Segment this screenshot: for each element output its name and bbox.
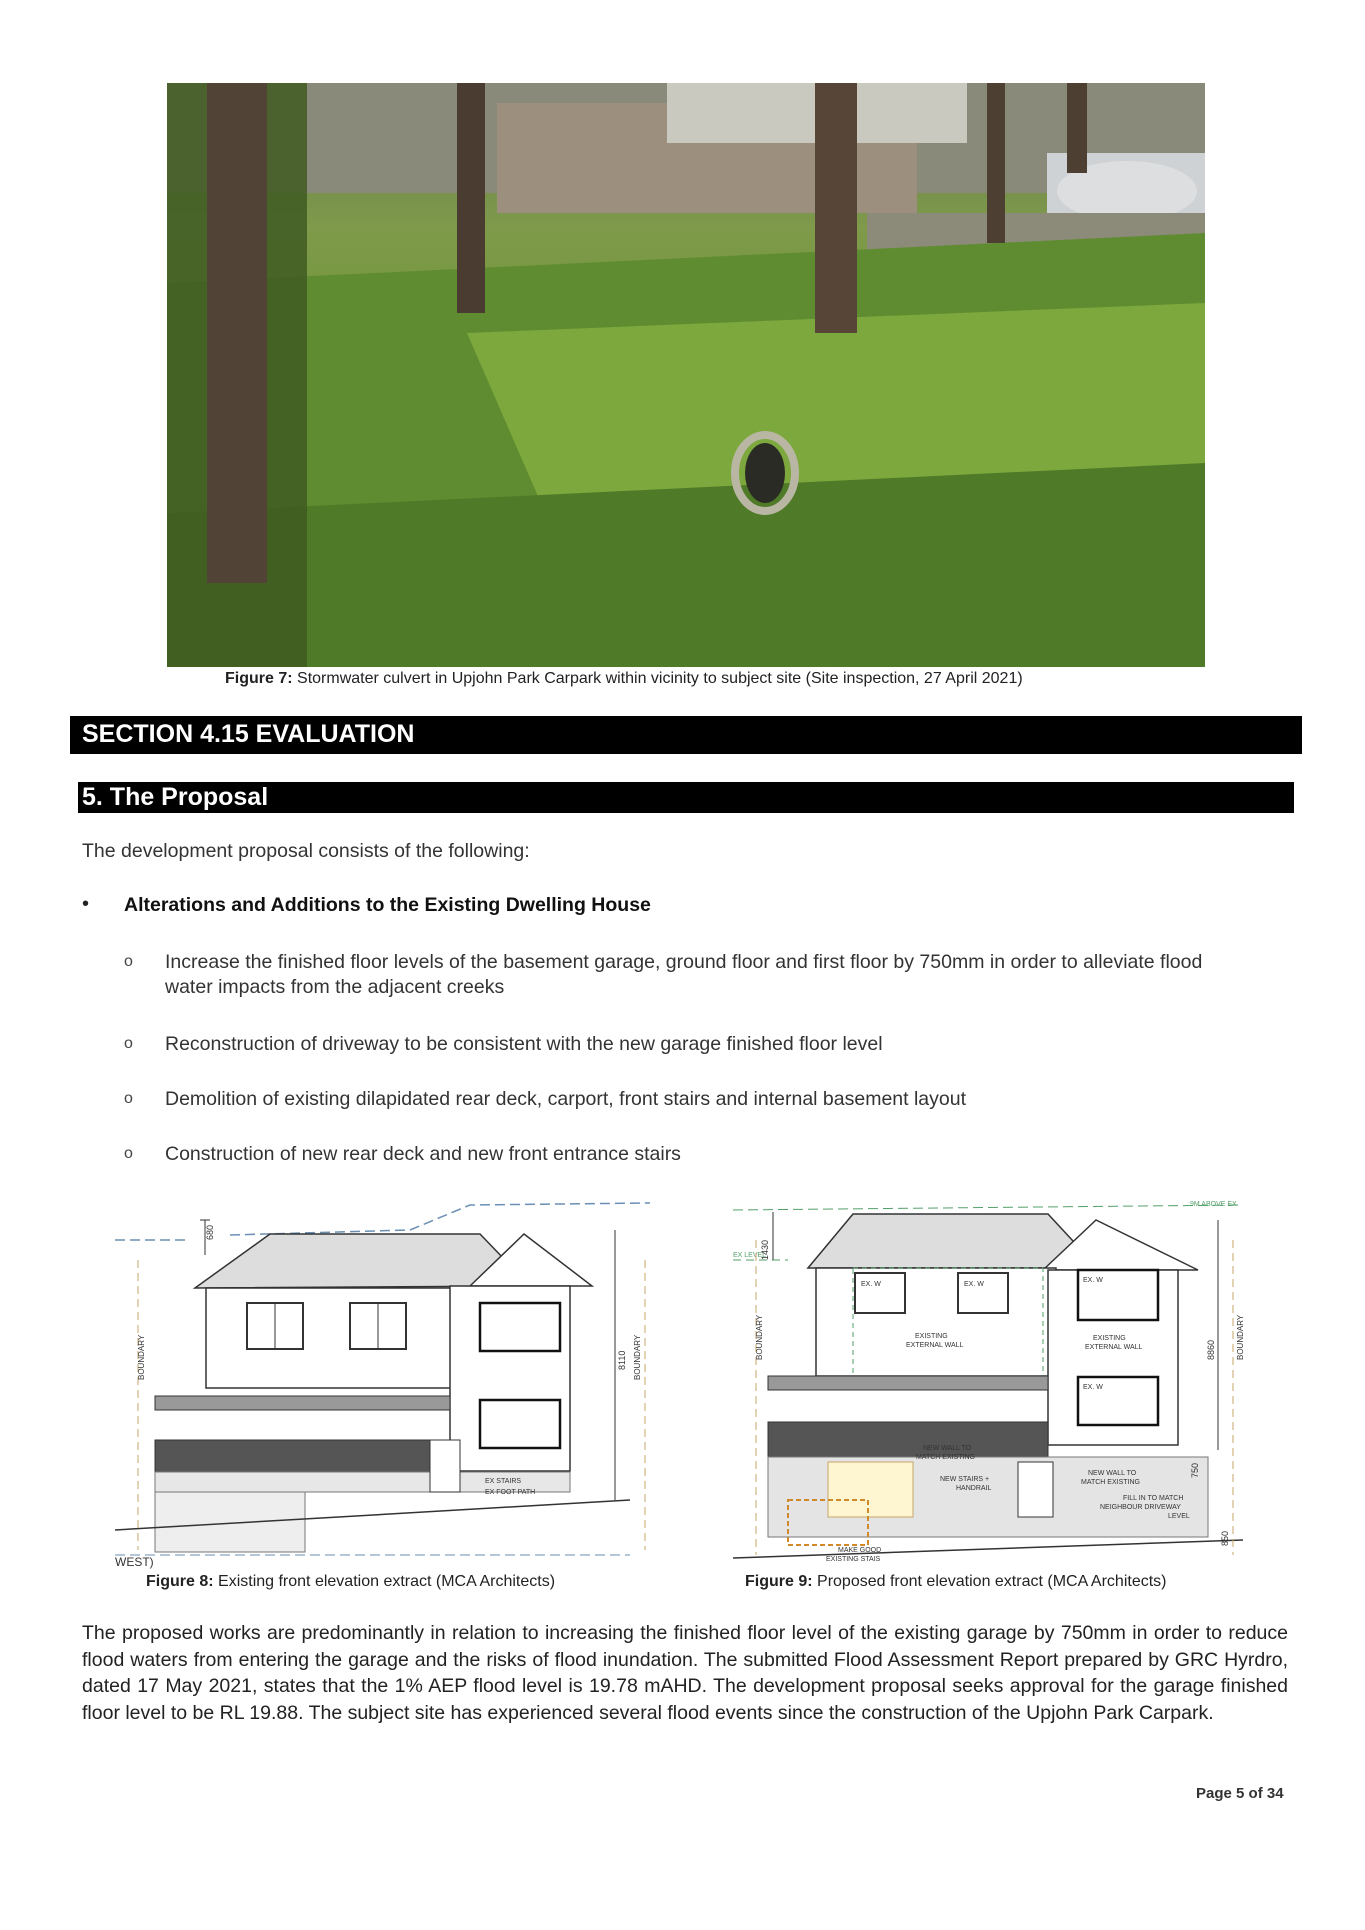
body-paragraph: The proposed works are predominantly in relation to increasing the finished floor level of the existing garage by 750mm in order to reduce flood waters from entering the garage and the risks of flood inundation. The submitted Flood Assessment Report prepared by GRC Hyrdro, dated 17 May 2021, states that the 1% AEP flood level is 19.78 mAHD. The development proposal seeks approval for the garage finished floor level to be RL 19.88. The subject site has experienced several flood events since the construction of the Upjohn Park Carpark.: [82, 1622, 1288, 1724]
boundary-right-label: BOUNDARY: [633, 1334, 642, 1380]
list-item: Reconstruction of driveway to be consistent with the new garage finished floor level: [165, 1033, 883, 1055]
make-good-label: MAKE GOOD: [838, 1547, 882, 1554]
ex-w-label: EX. W: [1083, 1384, 1103, 1391]
ex-footpath-label: EX FOOT PATH: [485, 1489, 536, 1496]
list-item: Increase the finished floor levels of the basement garage, ground floor and first floor by 750mm in order to alleviate flood water impacts from the adjacent creeks: [165, 951, 1203, 998]
existing-wall-label: EXISTING: [1093, 1335, 1126, 1342]
new-stairs-label: NEW STAIRS +: [940, 1476, 990, 1483]
figure-7-photo: [167, 83, 1205, 667]
dim-680: 680: [205, 1224, 215, 1240]
new-wall-label: MATCH EXISTING: [916, 1454, 975, 1461]
ex-stairs-label: EX STAIRS: [485, 1478, 522, 1485]
boundary-left-label: BOUNDARY: [137, 1334, 146, 1380]
ex-level-label: EX LEVEL: [733, 1252, 767, 1259]
existing-wall-label: EXTERNAL WALL: [906, 1342, 964, 1349]
sub-bullet-marker: o: [124, 1035, 133, 1052]
figure-8-caption: Figure 8: Existing front elevation extract (MCA Architects): [146, 1573, 556, 1590]
sub-bullet-marker: o: [124, 1145, 133, 1162]
existing-wall-label: EXISTING: [915, 1333, 948, 1340]
figure-7-caption: Figure 7: Stormwater culvert in Upjohn Park Carpark within vicinity to subject site (Site inspection, 27 April 2021): [225, 670, 1023, 687]
page-number: Page 5 of 34: [1196, 1785, 1284, 1802]
figure-8-drawing: [110, 1200, 660, 1570]
ex-w-label: EX. W: [964, 1281, 984, 1288]
dim-8860: 8860: [1206, 1339, 1216, 1360]
fill-label: FILL IN TO MATCH: [1123, 1495, 1184, 1502]
boundary-right-label: BOUNDARY: [1236, 1314, 1245, 1360]
above-label: 9M ABOVE EX: [1190, 1201, 1237, 1208]
subsection-heading: 5. The Proposal: [78, 781, 1294, 813]
new-wall-label: NEW WALL TO: [923, 1445, 972, 1452]
dim-750: 750: [1190, 1462, 1200, 1478]
dim-8110: 8110: [617, 1350, 627, 1370]
west-label: WEST): [115, 1555, 154, 1569]
ex-w-label: EX. W: [861, 1281, 881, 1288]
make-good-label: EXISTING STAIS: [826, 1556, 881, 1563]
new-wall-label: NEW WALL TO: [1088, 1470, 1137, 1477]
bullet-title: Alterations and Additions to the Existing Dwelling House: [124, 894, 651, 916]
sub-bullet-marker: o: [124, 1090, 133, 1107]
dim-1430: 1430: [760, 1239, 770, 1260]
list-item: Demolition of existing dilapidated rear deck, carport, front stairs and internal basement layout: [165, 1088, 967, 1110]
sub-bullet-marker: o: [124, 953, 133, 970]
new-wall-label: MATCH EXISTING: [1081, 1479, 1140, 1486]
new-stairs-label: HANDRAIL: [956, 1485, 992, 1492]
figure-9-caption: Figure 9: Proposed front elevation extract (MCA Architects): [745, 1573, 1167, 1590]
section-heading: SECTION 4.15 EVALUATION: [70, 716, 1302, 754]
intro-text: The development proposal consists of the following:: [82, 840, 530, 862]
list-item: Construction of new rear deck and new front entrance stairs: [165, 1143, 681, 1165]
bullet-marker: •: [82, 893, 90, 915]
figure-9-drawing: [728, 1200, 1248, 1570]
ex-w-label: EX. W: [1083, 1277, 1103, 1284]
fill-label: LEVEL: [1168, 1513, 1190, 1520]
fill-label: NEIGHBOUR DRIVEWAY: [1100, 1504, 1181, 1511]
boundary-left-label: BOUNDARY: [755, 1314, 764, 1360]
existing-wall-label: EXTERNAL WALL: [1085, 1344, 1143, 1351]
dim-850: 850: [1220, 1530, 1230, 1546]
